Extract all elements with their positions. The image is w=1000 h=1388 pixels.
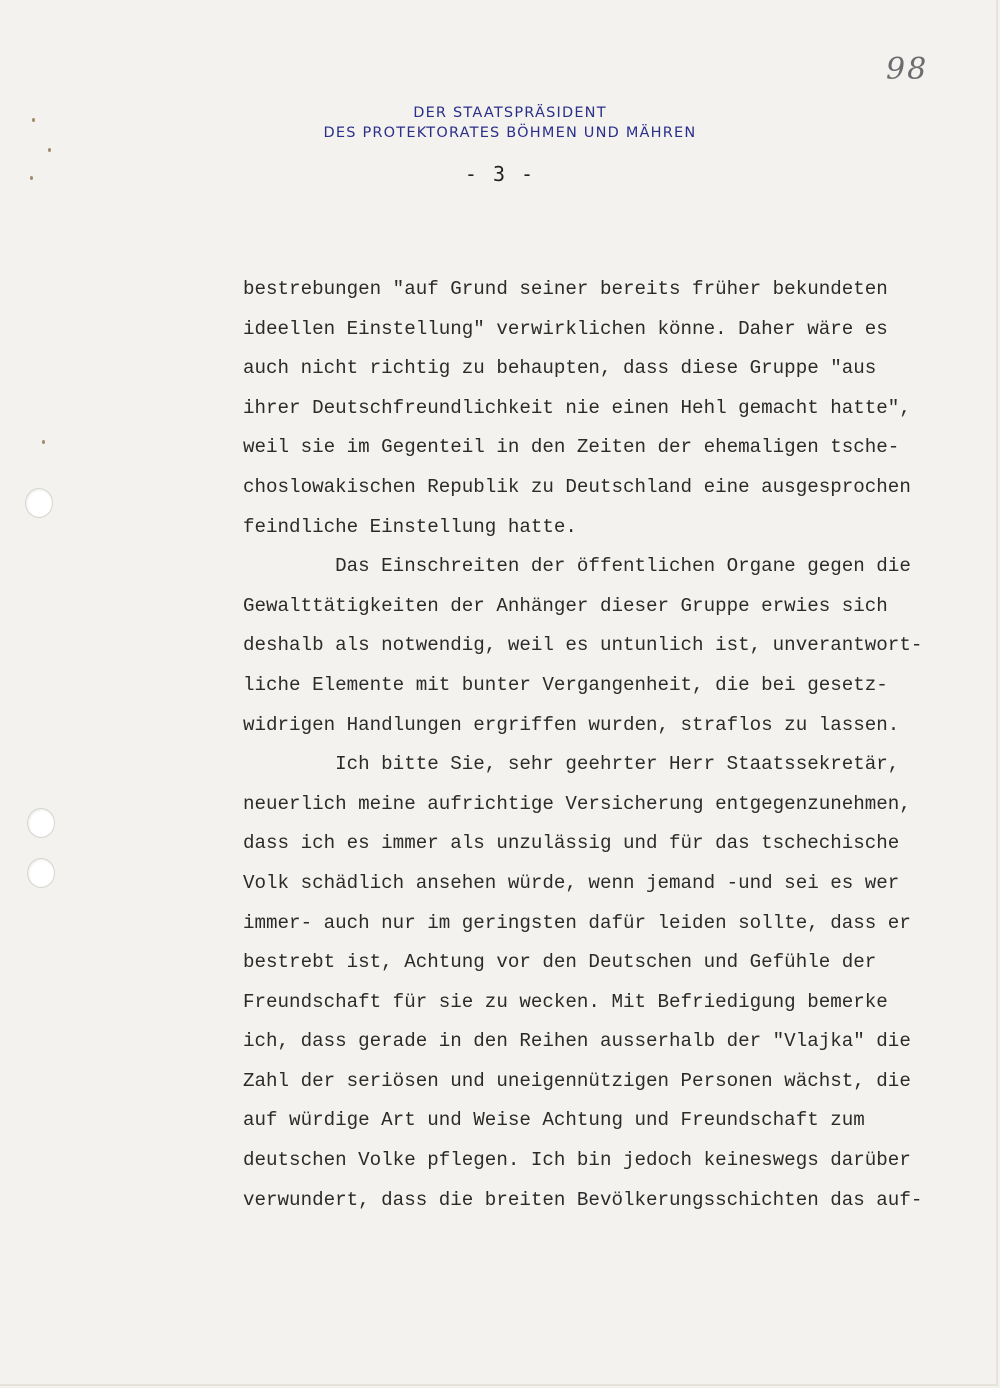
text-line: auf würdige Art und Weise Achtung und Freundschaft zum — [243, 1109, 865, 1132]
text-line: ihrer Deutschfreundlichkeit nie einen Hehl gemacht hatte", — [243, 396, 911, 419]
text-line: feindliche Einstellung hatte. — [243, 515, 577, 538]
text-line: ich, dass gerade in den Reihen ausserhalb der "Vlajka" die — [243, 1030, 911, 1053]
paper-speck — [32, 118, 35, 122]
text-line: liche Elemente mit bunter Vergangenheit, die bei gesetz- — [243, 673, 888, 696]
punch-hole — [25, 488, 53, 518]
text-line: auch nicht richtig zu behaupten, dass diese Gruppe "aus — [243, 357, 877, 380]
letterhead-line-2: DES PROTEKTORATES BÖHMEN UND MÄHREN — [323, 125, 697, 141]
text-line: ideellen Einstellung" verwirklichen könne. Daher wäre es — [243, 317, 888, 340]
letterhead — [240, 103, 780, 143]
paper-speck — [42, 440, 45, 444]
page-number: - 3 - — [464, 162, 536, 186]
text-line: neuerlich meine aufrichtige Versicherung entgegenzunehmen, — [243, 792, 911, 815]
text-line: Das Einschreiten der öffentlichen Organe gegen die — [243, 555, 911, 578]
text-line: Freundschaft für sie zu wecken. Mit Befriedigung bemerke — [243, 990, 888, 1013]
paper-speck — [48, 148, 51, 152]
text-line: dass ich es immer als unzulässig und für das tschechische — [243, 832, 900, 855]
letterhead-line-1: DER STAATSPRÄSIDENT — [413, 105, 607, 121]
text-line: choslowakischen Republik zu Deutschland eine ausgesprochen — [243, 475, 911, 498]
text-line: Zahl der seriösen und uneigennützigen Personen wächst, die — [243, 1069, 911, 1092]
punch-hole — [27, 808, 55, 838]
text-line: Ich bitte Sie, sehr geehrter Herr Staatssekretär, — [243, 753, 900, 776]
text-line: weil sie im Gegenteil in den Zeiten der ehemaligen tsche- — [243, 436, 900, 459]
text-line: bestrebungen "auf Grund seiner bereits früher bekundeten — [243, 278, 888, 300]
text-line: widrigen Handlungen ergriffen wurden, straflos zu lassen. — [243, 713, 900, 736]
text-line: deutschen Volke pflegen. Ich bin jedoch keineswegs darüber — [243, 1149, 911, 1172]
paper-speck — [30, 176, 33, 180]
punch-hole — [27, 858, 55, 888]
folio-number: 98 — [886, 52, 929, 87]
text-line: deshalb als notwendig, weil es untunlich ist, unverantwort- — [243, 634, 923, 657]
text-line: bestrebt ist, Achtung vor den Deutschen und Gefühle der — [243, 951, 877, 974]
letter-body — [243, 270, 963, 1220]
text-line: verwundert, dass die breiten Bevölkerungsschichten das auf- — [243, 1188, 923, 1211]
text-line: immer- auch nur im geringsten dafür leiden sollte, dass er — [243, 911, 911, 934]
text-line: Gewalttätigkeiten der Anhänger dieser Gruppe erwies sich — [243, 594, 888, 617]
text-line: Volk schädlich ansehen würde, wenn jemand -und sei es wer — [243, 871, 900, 894]
